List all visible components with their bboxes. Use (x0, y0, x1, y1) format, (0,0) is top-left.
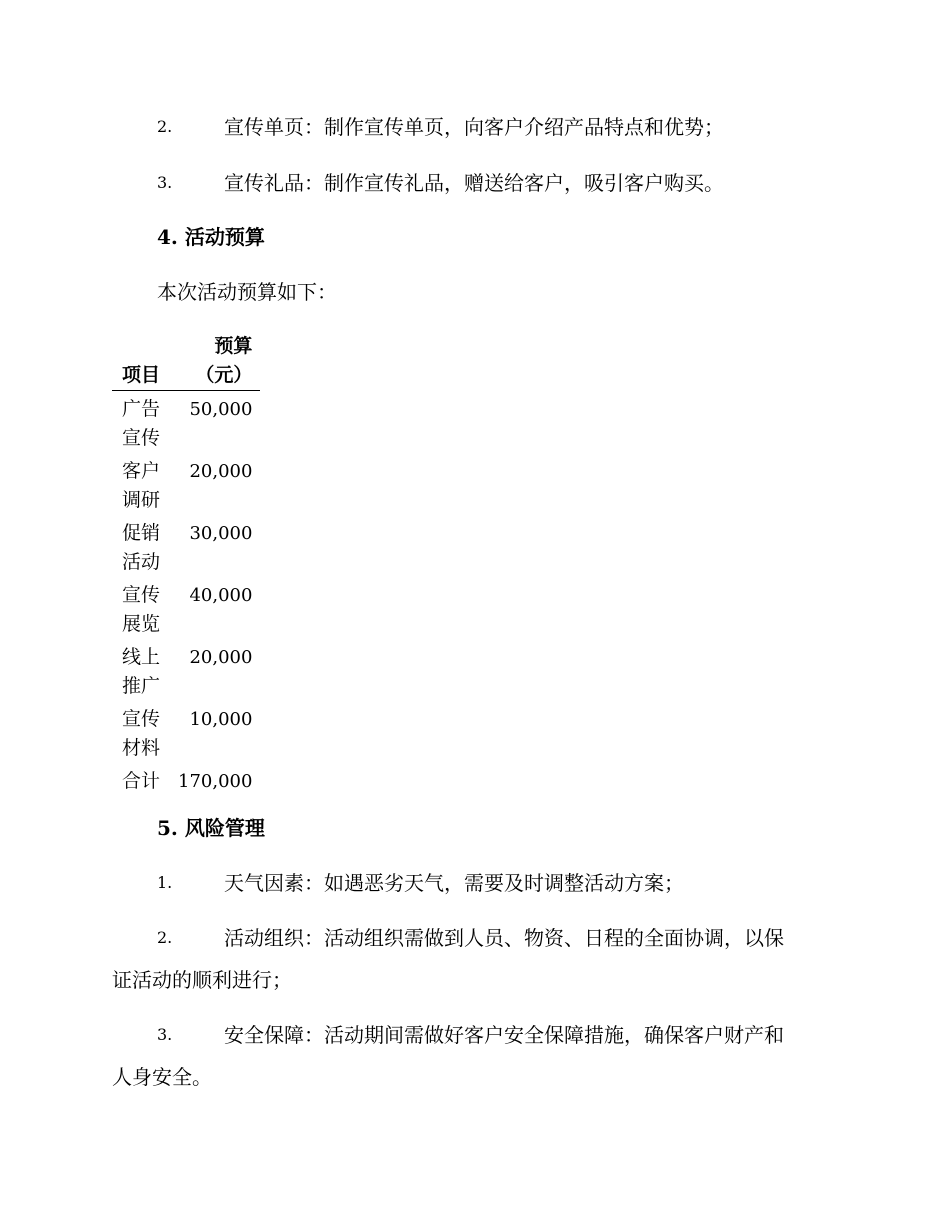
table-row (112, 701, 260, 763)
table-row (112, 639, 260, 701)
budget-intro: 本次活动预算如下： (157, 280, 337, 304)
row-item: 广告 宣传 (122, 398, 161, 449)
section-heading-risk: 5. 风险管理 (157, 816, 265, 840)
table-total-row (112, 763, 260, 796)
list-number: 1. (157, 873, 173, 892)
section-heading-budget: 4. 活动预算 (157, 225, 265, 249)
row-amount: 50,000 (189, 399, 253, 420)
row-item: 客户 调研 (122, 460, 161, 511)
table-row (112, 577, 260, 639)
row-amount: 30,000 (189, 523, 253, 544)
header-amount-line1: 预算 (214, 335, 253, 357)
list-text: 安全保障：活动期间需做好客户安全保障措施，确保客户财产和 (224, 1023, 784, 1047)
total-amount: 170,000 (178, 771, 253, 792)
total-label: 合计 (122, 770, 161, 792)
list-number: 3. (157, 173, 173, 192)
header-item: 项目 (122, 364, 161, 386)
list-number: 3. (157, 1025, 173, 1044)
table-header-row (112, 332, 260, 391)
list-text: 活动组织：活动组织需做到人员、物资、日程的全面协调，以保 (224, 926, 784, 950)
table-row (112, 391, 260, 454)
list-text: 宣传礼品：制作宣传礼品，赠送给客户，吸引客户购买。 (224, 171, 724, 195)
list-text: 天气因素：如遇恶劣天气，需要及时调整活动方案； (224, 871, 684, 895)
table-row (112, 515, 260, 577)
list-number: 2. (157, 117, 173, 136)
row-amount: 40,000 (189, 585, 253, 606)
header-amount (170, 332, 260, 391)
list-text-continuation: 人身安全。 (112, 1065, 212, 1089)
row-amount: 10,000 (189, 709, 253, 730)
header-amount-line2: （元） (195, 364, 253, 386)
list-text: 宣传单页：制作宣传单页，向客户介绍产品特点和优势； (224, 115, 724, 139)
row-item: 线上 推广 (122, 646, 161, 697)
row-amount: 20,000 (189, 461, 253, 482)
list-number: 2. (157, 928, 173, 947)
budget-table (112, 332, 260, 796)
row-item: 宣传 展览 (122, 584, 161, 635)
row-amount: 20,000 (189, 647, 253, 668)
table-row (112, 453, 260, 515)
row-item: 宣传 材料 (122, 708, 161, 759)
row-item: 促销 活动 (122, 522, 161, 573)
list-text-continuation: 证活动的顺利进行； (112, 968, 292, 992)
